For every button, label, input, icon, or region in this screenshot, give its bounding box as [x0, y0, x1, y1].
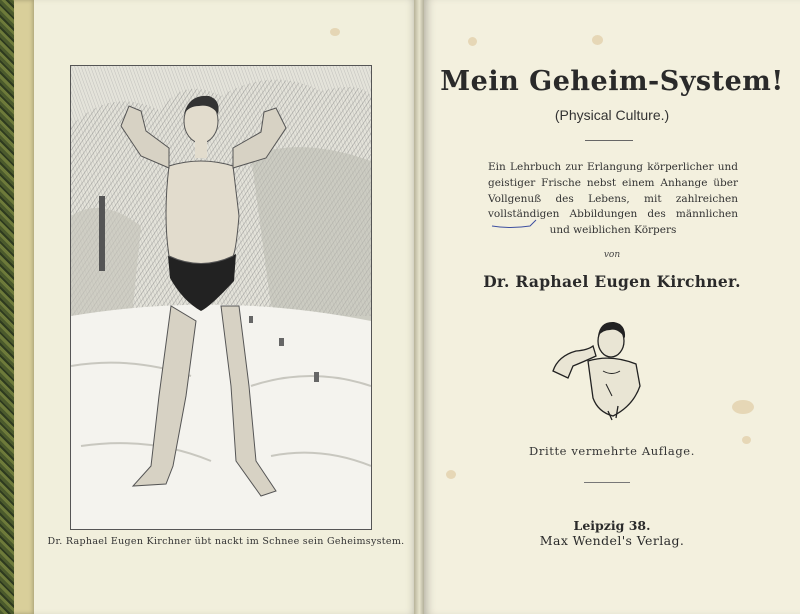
man-flexing-bust-vignette — [548, 316, 648, 424]
title-divider — [585, 140, 633, 141]
title-vignette — [548, 316, 648, 424]
author-name: Dr. Raphael Eugen Kirchner. — [483, 272, 741, 291]
book-subtitle: (Physical Culture.) — [554, 107, 670, 123]
imprint-divider — [584, 482, 630, 483]
paper-stain — [732, 400, 754, 414]
paper-stain — [330, 28, 340, 36]
endpaper — [14, 0, 36, 614]
book-title: Mein Geheim-System! — [440, 66, 784, 97]
imprint-publisher: Max Wendel's Verlag. — [539, 533, 685, 548]
pencil-underline — [490, 218, 550, 230]
book-description: Ein Lehrbuch zur Erlangung körperlicher und geistiger Frische nebst einem Anhange über Vollgenuß des Lebens, mit zahlreichen vollständigen Abbildungen des männlichen und weiblichen Körpers — [488, 161, 738, 237]
paper-stain — [446, 470, 456, 479]
byline-von: von — [603, 250, 621, 260]
paper-stain — [592, 35, 603, 45]
imprint-place: Leipzig 38. — [573, 518, 651, 533]
paper-stain — [468, 37, 477, 46]
frontispiece-illustration — [70, 65, 372, 530]
edition-line: Dritte vermehrte Auflage. — [529, 444, 695, 458]
man-flexing-illustration — [71, 66, 371, 529]
paper-stain — [742, 436, 751, 444]
illustration-caption: Dr. Raphael Eugen Kirchner übt nackt im Schnee sein Geheimsystem. — [47, 536, 405, 547]
